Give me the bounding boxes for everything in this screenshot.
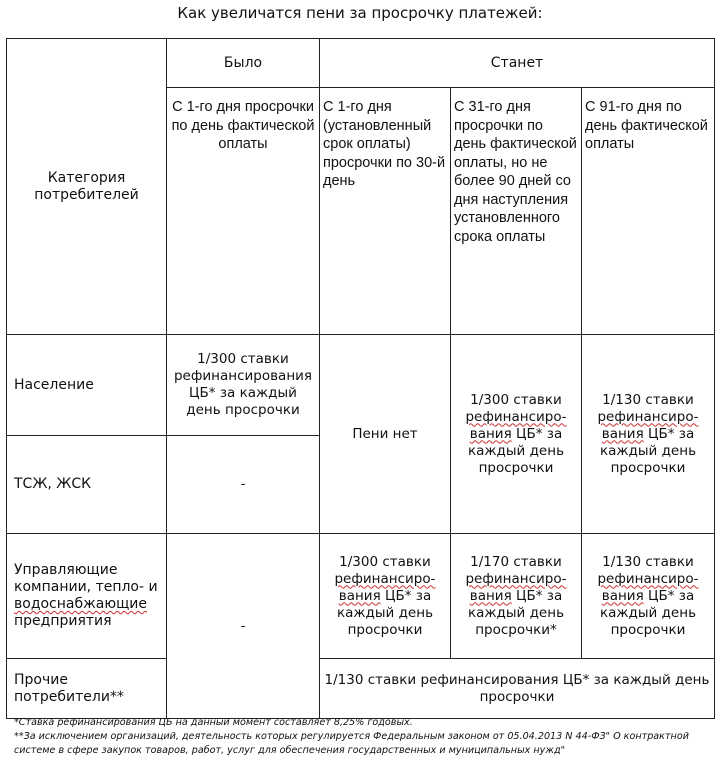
footnote-1: *Ставка рефинансирования ЦБ на данный момент составляет 8,25% годовых.	[14, 717, 413, 728]
tszh-was-rate: -	[167, 436, 320, 534]
category-text: Управляющие компании, тепло- и	[14, 562, 158, 595]
rate-text: 1/170 ставки	[470, 553, 562, 570]
table-row-population	[7, 335, 715, 436]
table-row-others	[7, 659, 715, 719]
header-will-period-2: С 31-го дня просрочки по день фактической оплаты, но не более 90 дней со дня наступления установленного срока оплаты	[451, 88, 582, 335]
footnote-2: **За исключением организаций, деятельность которых регулируется Федеральным законом от 05.04.2013 N 44-ФЗ" О контрактной системе в сфере закупок товаров, работ, услуг для обеспечения государственных и муниципальных нужд"	[14, 731, 689, 756]
spell-underlined-word: рефинансиро-вания	[465, 408, 567, 442]
header-was: Было	[167, 39, 320, 88]
header-will-period-3: С 91-го дня по день фактической оплаты	[582, 88, 715, 335]
header-will-be: Станет	[320, 39, 715, 88]
page-title: Как увеличатся пени за просрочку платежей:	[177, 4, 543, 22]
no-penalty-cell: Пени нет	[320, 335, 451, 534]
spell-underlined-word: рефинансиро-вания	[334, 570, 436, 604]
penalty-table	[6, 38, 715, 719]
management-rate-period-1	[320, 534, 451, 659]
spell-underlined-word: рефинансиро-вания	[597, 570, 699, 604]
category-text: предприятия	[14, 613, 112, 629]
category-management	[7, 534, 167, 659]
header-will-period-1: С 1-го дня (установленный срок оплаты) просрочки по 30-й день	[320, 88, 451, 335]
population-was-rate: 1/300 ставки рефинансирования ЦБ* за каждый день просрочки	[167, 335, 320, 436]
rate-text: ЦБ* за каждый день просрочки	[336, 587, 434, 638]
category-tszh: ТСЖ, ЖСК	[7, 436, 167, 534]
rate-text: 1/130 ставки	[602, 553, 694, 570]
rate-text: ЦБ* за каждый день просрочки	[467, 425, 565, 476]
rate-text: 1/300 ставки	[339, 553, 431, 570]
shared-rate-period-3	[582, 335, 715, 534]
rate-text: ЦБ* за каждый день просрочки*	[467, 587, 565, 638]
table-row-management	[7, 534, 715, 659]
others-will-rate: 1/130 ставки рефинансирования ЦБ* за каждый день просрочки	[320, 659, 715, 719]
spell-underlined-word: водоснабжающие	[14, 596, 147, 612]
rate-text: 1/130 ставки	[602, 391, 694, 408]
shared-rate-period-2	[451, 335, 582, 534]
header-was-period: С 1-го дня просрочки по день фактической оплаты	[167, 88, 320, 335]
rate-text: 1/300 ставки	[470, 391, 562, 408]
management-was-rate: -	[167, 534, 320, 719]
category-population: Население	[7, 335, 167, 436]
management-rate-period-2	[451, 534, 582, 659]
rate-text: ЦБ* за каждый день просрочки	[599, 425, 697, 476]
penalty-table-container	[6, 38, 714, 719]
management-rate-period-3	[582, 534, 715, 659]
spell-underlined-word: рефинансиро-вания	[597, 408, 699, 442]
spell-underlined-word: рефинансиро-вания	[465, 570, 567, 604]
rate-text: ЦБ* за каждый день просрочки	[599, 587, 697, 638]
footnotes	[14, 716, 714, 758]
category-others: Прочие потребители**	[7, 659, 167, 719]
header-category: Категория потребителей	[7, 39, 167, 335]
